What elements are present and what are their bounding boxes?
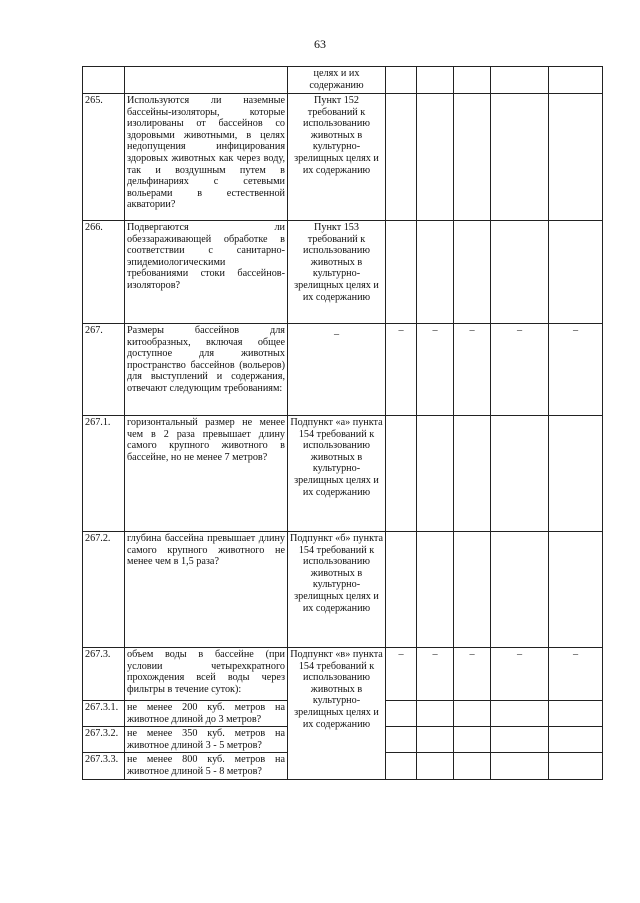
answer-cell: [417, 753, 454, 779]
answer-cell: [491, 416, 549, 532]
item-number: 265.: [83, 94, 125, 221]
answer-cell: [417, 727, 454, 753]
answer-cell: [454, 532, 491, 648]
answer-cell: –: [386, 648, 417, 701]
requirement-reference: Подпункт «б» пункта 154 требований к использованию животных в культурно-зрелищных целях и их содержанию: [288, 532, 386, 648]
answer-cell: [491, 94, 549, 221]
answer-cell: [454, 416, 491, 532]
requirement-reference: Пункт 152 требований к использованию животных в культурно-зрелищных целях и их содержанию: [288, 94, 386, 221]
question-text: глубина бассейна превышает длину самого крупного животного не менее чем в 1,5 раза?: [125, 532, 288, 648]
answer-cell: –: [491, 324, 549, 416]
answer-cell: –: [491, 648, 549, 701]
answer-cell: [386, 532, 417, 648]
item-number: 267.2.: [83, 532, 125, 648]
answer-cell: [454, 727, 491, 753]
item-number: 267.3.: [83, 648, 125, 701]
answer-cell: [454, 221, 491, 324]
question-text: не менее 200 куб. метров на животное длиной до 3 метров?: [125, 701, 288, 727]
answer-cell: [386, 727, 417, 753]
item-number: 267.1.: [83, 416, 125, 532]
answer-cell: [549, 221, 603, 324]
question-text: горизонтальный размер не менее чем в 2 раза превышает длину самого крупного животного в бассейне, но не менее 7 метров?: [125, 416, 288, 532]
table-row: [83, 67, 603, 94]
answer-cell: [491, 701, 549, 727]
answer-cell: [549, 67, 603, 94]
question-text: Подвергаются ли обеззараживающей обработке в соответствии с санитарно-эпидемиологическими требованиями стоки бассейнов-изоляторов?: [125, 221, 288, 324]
requirement-reference: Подпункт «а» пункта 154 требований к использованию животных в культурно-зрелищных целях и их содержанию: [288, 416, 386, 532]
answer-cell: [491, 727, 549, 753]
question-text: не менее 350 куб. метров на животное длиной 3 - 5 метров?: [125, 727, 288, 753]
answer-cell: [491, 753, 549, 779]
answer-cell: [417, 94, 454, 221]
question-text: Используются ли наземные бассейны-изоляторы, которые изолированы от бассейнов со здоровыми животными, в целях недопущения инфицирования здоровых животных как через воду, так и воздушным путем в дельфинариях с сетевыми вольерами в естественной акватории?: [125, 94, 288, 221]
requirement-reference: целях и их содержанию: [288, 67, 386, 94]
answer-cell: –: [454, 648, 491, 701]
answer-cell: [386, 221, 417, 324]
answer-cell: –: [549, 324, 603, 416]
answer-cell: –: [417, 324, 454, 416]
answer-cell: [454, 753, 491, 779]
answer-cell: –: [386, 324, 417, 416]
item-number: 267.3.2.: [83, 727, 125, 753]
table-row: [83, 221, 603, 324]
answer-cell: [491, 221, 549, 324]
table-row: [83, 416, 603, 532]
answer-cell: [454, 701, 491, 727]
requirement-reference: Пункт 153 требований к использованию животных в культурно-зрелищных целях и их содержанию: [288, 221, 386, 324]
answer-cell: [417, 701, 454, 727]
answer-cell: [454, 67, 491, 94]
answer-cell: [417, 67, 454, 94]
answer-cell: [386, 753, 417, 779]
item-number: 267.3.1.: [83, 701, 125, 727]
answer-cell: [549, 94, 603, 221]
table-row: [83, 94, 603, 221]
answer-cell: [386, 94, 417, 221]
answer-cell: –: [549, 648, 603, 701]
answer-cell: –: [417, 648, 454, 701]
answer-cell: [417, 221, 454, 324]
checklist-table: [82, 66, 603, 780]
item-number: 267.3.3.: [83, 753, 125, 779]
requirement-reference: –: [288, 324, 386, 416]
answer-cell: [386, 416, 417, 532]
answer-cell: [417, 416, 454, 532]
answer-cell: [549, 701, 603, 727]
page-number: 63: [314, 37, 326, 51]
answer-cell: –: [454, 324, 491, 416]
answer-cell: [386, 67, 417, 94]
item-number: 267.: [83, 324, 125, 416]
answer-cell: [491, 67, 549, 94]
question-text: объем воды в бассейне (при условии четырехкратного прохождения всей воды через фильтры в течение суток):: [125, 648, 288, 701]
table-row: [83, 648, 603, 701]
question-text: [125, 67, 288, 94]
answer-cell: [549, 727, 603, 753]
table-row: [83, 324, 603, 416]
answer-cell: [454, 94, 491, 221]
table-row: [83, 532, 603, 648]
question-text: Размеры бассейнов для китообразных, включая общее доступное для животных пространство бассейнов (вольеров) для выступлений и содержания, отвечают следующим требованиям:: [125, 324, 288, 416]
question-text: не менее 800 куб. метров на животное длиной 5 - 8 метров?: [125, 753, 288, 779]
answer-cell: [549, 532, 603, 648]
requirement-reference: Подпункт «в» пункта 154 требований к использованию животных в культурно-зрелищных целях и их содержанию: [288, 648, 386, 780]
answer-cell: [386, 701, 417, 727]
item-number: [83, 67, 125, 94]
answer-cell: [491, 532, 549, 648]
item-number: 266.: [83, 221, 125, 324]
answer-cell: [549, 753, 603, 779]
answer-cell: [549, 416, 603, 532]
answer-cell: [417, 532, 454, 648]
